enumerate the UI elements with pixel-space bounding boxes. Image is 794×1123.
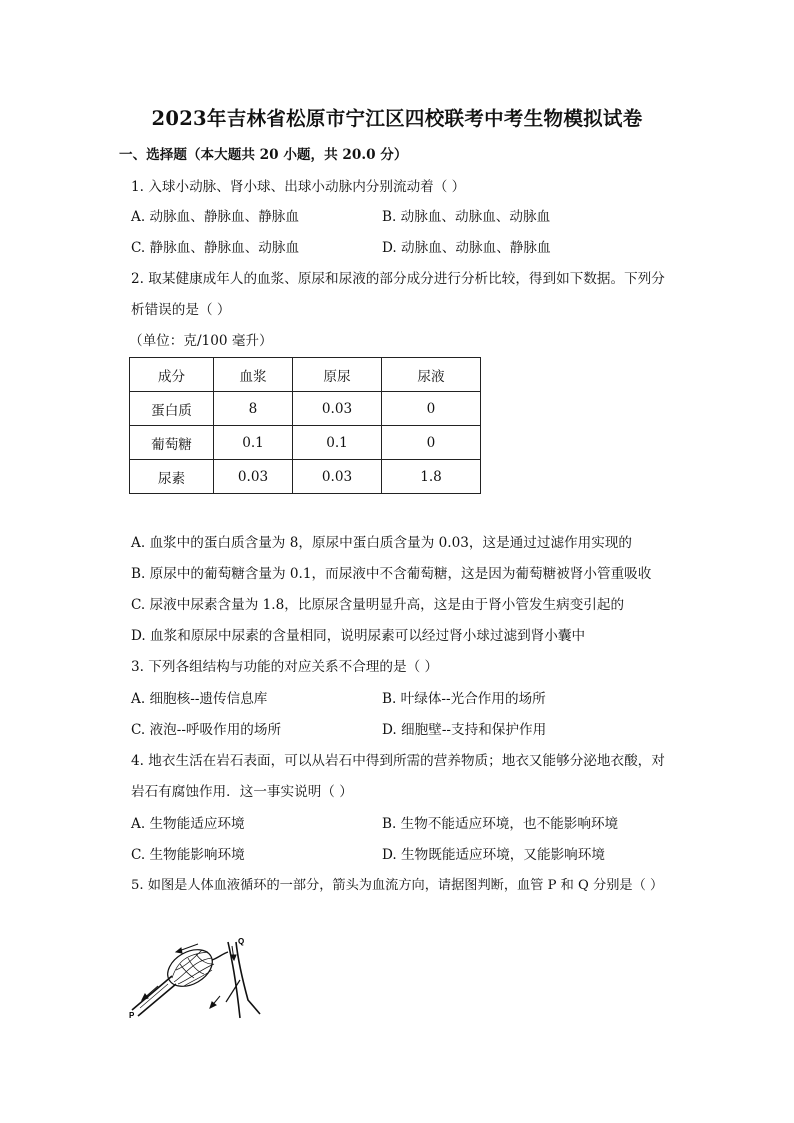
label-p: P: [129, 1011, 135, 1020]
table-cell: 0.1: [214, 426, 293, 460]
q2-stem-line2: 析错误的是（ ）: [131, 302, 231, 318]
q2-stem-line1: 2. 取某健康成年人的血浆、原尿和尿液的部分成分进行分析比较，得到如下数据。下列分: [131, 271, 665, 287]
q4-option-c: C. 生物能影响环境: [131, 847, 245, 863]
table-cell: 尿素: [130, 460, 214, 494]
table-cell: 0: [382, 426, 481, 460]
q2-unit-note: （单位：克/100 毫升）: [129, 333, 273, 349]
table-cell: 0.1: [293, 426, 382, 460]
q3-option-b: B. 叶绿体--光合作用的场所: [382, 691, 546, 707]
table-header-cell: 血浆: [214, 358, 293, 392]
q3-option-c: C. 液泡--呼吸作用的场所: [131, 722, 282, 738]
table-row: [130, 460, 481, 494]
q4-option-a: A. 生物能适应环境: [131, 816, 245, 832]
q1-option-d: D. 动脉血、动脉血、静脉血: [382, 240, 551, 256]
data-table: [129, 357, 481, 494]
table-header-cell: 成分: [130, 358, 214, 392]
vessel-p: [132, 976, 176, 1016]
table-row: [130, 426, 481, 460]
table-cell: 8: [214, 392, 293, 426]
q1-option-a: A. 动脉血、静脉血、静脉血: [131, 209, 299, 225]
q4-stem-line1: 4. 地衣生活在岩石表面，可以从岩石中得到所需的营养物质；地衣又能够分泌地衣酸，对: [131, 753, 665, 769]
q2-option-b: B. 原尿中的葡萄糖含量为 0.1，而尿液中不含葡萄糖，这是因为葡萄糖被肾小管重吸收: [131, 566, 652, 582]
table-cell: 1.8: [382, 460, 481, 494]
table-cell: 0.03: [214, 460, 293, 494]
q1-option-b: B. 动脉血、动脉血、动脉血: [382, 209, 551, 225]
q2-option-c: C. 尿液中尿素含量为 1.8，比原尿含量明显升高，这是由于肾小管发生病变引起的: [131, 597, 625, 613]
arrow-icon: [142, 944, 236, 1008]
q5-stem: 5. 如图是人体血液循环的一部分，箭头为血流方向，请据图判断，血管 P 和 Q 分别是（ ）: [131, 878, 664, 893]
q3-option-d: D. 细胞壁--支持和保护作用: [382, 722, 547, 738]
blood-circulation-diagram: [128, 930, 268, 1020]
q4-option-b: B. 生物不能适应环境，也不能影响环境: [382, 816, 619, 832]
table-cell: 0: [382, 392, 481, 426]
q4-stem-line2: 岩石有腐蚀作用．这一事实说明（ ）: [131, 784, 353, 800]
label-q: Q: [238, 937, 245, 946]
table-row: [130, 392, 481, 426]
q4-option-d: D. 生物既能适应环境，又能影响环境: [382, 847, 605, 863]
q2-option-a: A. 血浆中的蛋白质含量为 8，原尿中蛋白质含量为 0.03，这是通过过滤作用实现的: [131, 535, 633, 551]
q1-option-c: C. 静脉血、静脉血、动脉血: [131, 240, 300, 256]
q3-stem: 3. 下列各组结构与功能的对应关系不合理的是（ ）: [131, 659, 439, 675]
q2-option-d: D. 血浆和原尿中尿素的含量相同，说明尿素可以经过肾小球过滤到肾小囊中: [131, 628, 586, 644]
q3-option-a: A. 细胞核--遗传信息库: [131, 691, 268, 707]
vessel-q: [226, 942, 260, 1018]
table-cell: 蛋白质: [130, 392, 214, 426]
table-header-cell: 原尿: [293, 358, 382, 392]
table-header-row: [130, 358, 481, 392]
table-cell: 葡萄糖: [130, 426, 214, 460]
table-cell: 0.03: [293, 460, 382, 494]
table-cell: 0.03: [293, 392, 382, 426]
section-heading: 一、选择题（本大题共 20 小题，共 20.0 分）: [119, 147, 408, 163]
q1-stem: 1. 入球小动脉、肾小球、出球小动脉内分别流动着（ ）: [131, 179, 466, 195]
capillary-network: [161, 942, 228, 994]
table-header-cell: 尿液: [382, 358, 481, 392]
page-title: 2023年吉林省松原市宁江区四校联考中考生物模拟试卷: [151, 107, 643, 130]
